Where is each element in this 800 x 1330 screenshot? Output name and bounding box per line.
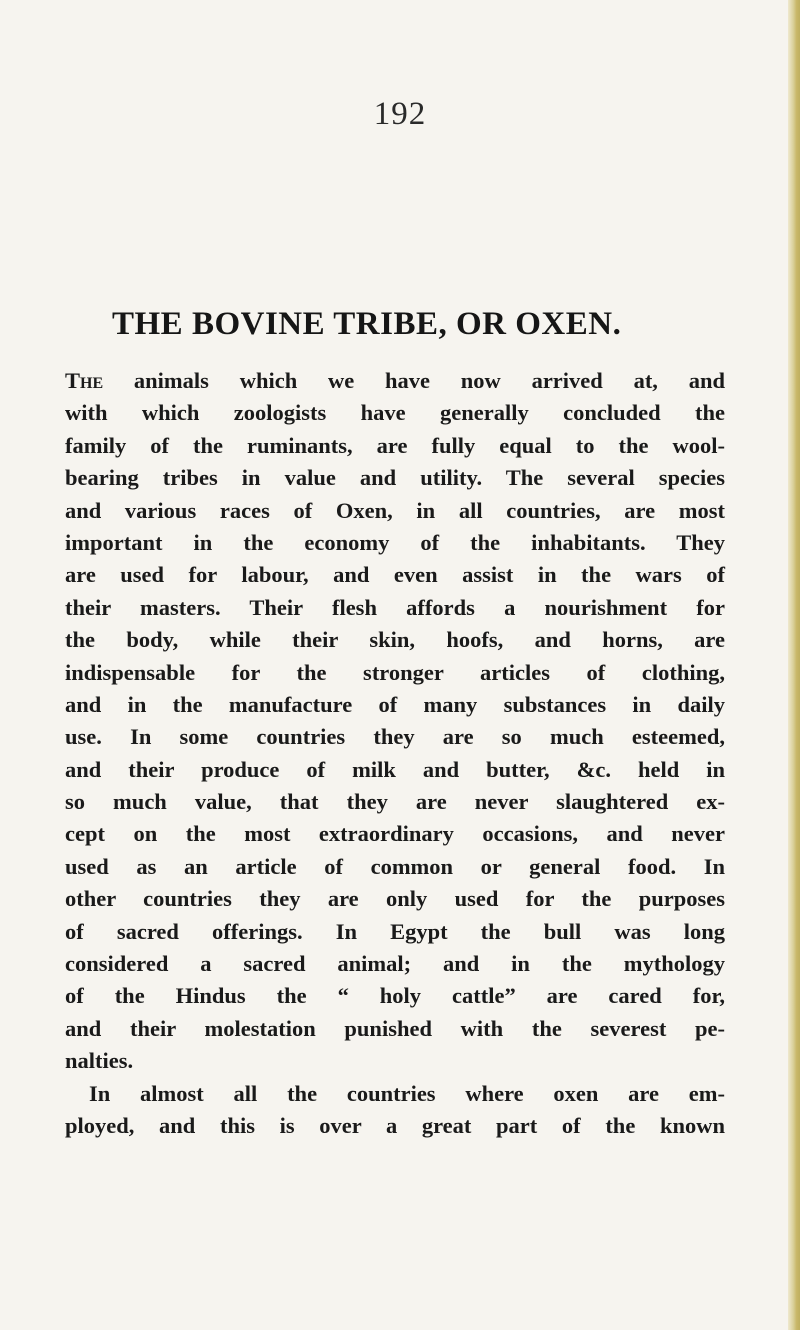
text-line: their masters. Their flesh affords a nourishment for (65, 594, 725, 620)
chapter-heading: THE BOVINE TRIBE, OR OXEN. (112, 306, 622, 342)
text-line: of the Hindus the “ holy cattle” are cared for, (65, 983, 725, 1009)
text-line: nalties. (65, 1048, 134, 1074)
page-edge (788, 0, 800, 1330)
text-line: indispensable for the stronger articles of clothing, (65, 659, 725, 685)
text-line: cept on the most extraordinary occasions, and never (65, 821, 725, 847)
text-line: use. In some countries they are so much esteemed, (65, 724, 725, 750)
text-line (65, 365, 725, 397)
body-text (65, 365, 725, 1142)
text-line: important in the economy of the inhabitants. They (65, 529, 725, 555)
text-line: and in the manufacture of many substances in daily (65, 691, 725, 717)
text-line: so much value, that they are never slaughtered ex- (65, 789, 725, 815)
text-line: with which zoologists have generally concluded the (65, 400, 725, 426)
text-line: In almost all the countries where oxen are em- (89, 1080, 725, 1106)
text-line: and various races of Oxen, in all countries, are most (65, 497, 725, 523)
page-number: 192 (373, 96, 427, 132)
text-line: family of the ruminants, are fully equal to the wool- (65, 432, 725, 458)
text-line: the body, while their skin, hoofs, and horns, are (65, 627, 725, 653)
text-line: used as an article of common or general food. In (65, 853, 725, 879)
text-line: and their molestation punished with the severest pe- (65, 1015, 725, 1041)
text-line: of sacred offerings. In Egypt the bull was long (65, 918, 725, 944)
first-line-text: animals which we have now arrived at, and (103, 368, 725, 393)
text-line: ployed, and this is over a great part of the known (65, 1112, 725, 1138)
text-line: are used for labour, and even assist in the wars of (65, 562, 725, 588)
text-line: considered a sacred animal; and in the mythology (65, 951, 725, 977)
text-line: and their produce of milk and butter, &c. held in (65, 756, 725, 782)
text-line: bearing tribes in value and utility. The several species (65, 465, 725, 491)
text-line: other countries they are only used for the purposes (65, 886, 725, 912)
lead-word: The (65, 368, 104, 393)
